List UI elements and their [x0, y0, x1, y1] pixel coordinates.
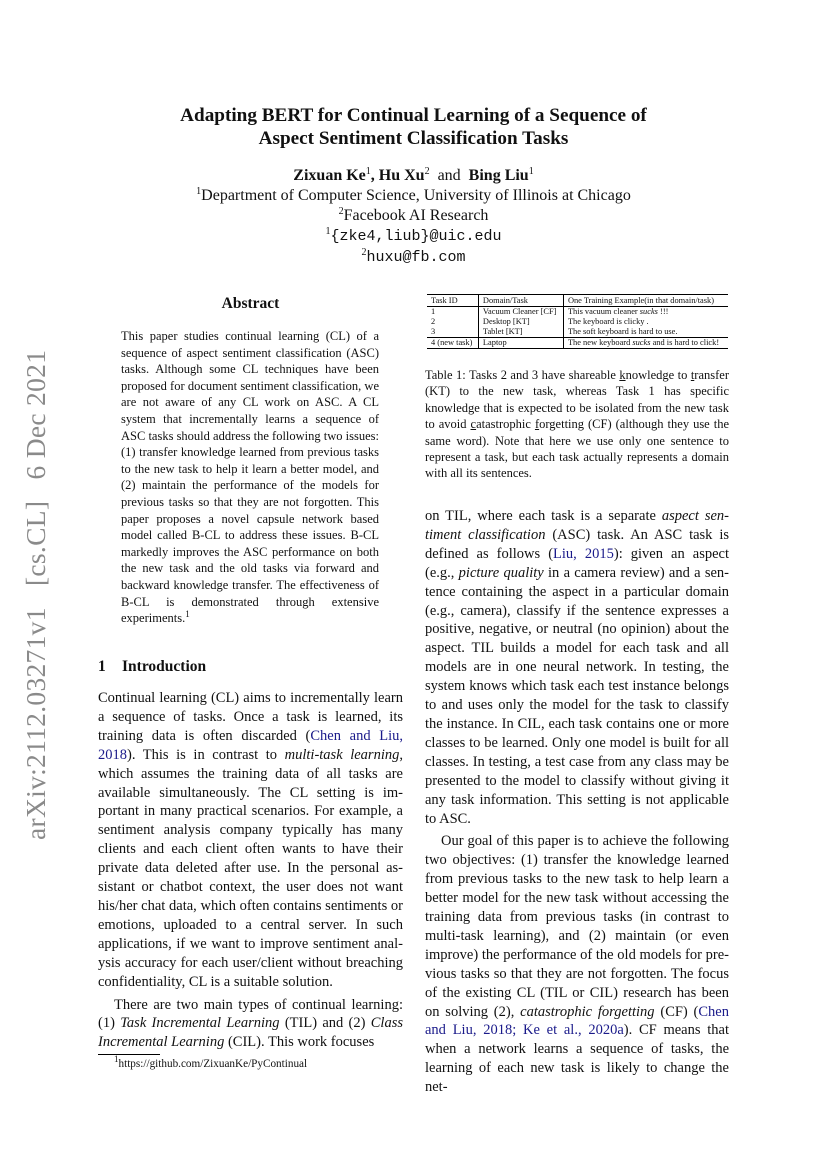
table-1 — [427, 294, 728, 349]
emphasis: catastrophic forgetting — [520, 1003, 655, 1020]
arxiv-stamp — [20, 336, 52, 840]
citation-chen-liu-ke-et-al[interactable]: Chen and Liu, 2018; Ke et al., 2020a — [425, 1003, 729, 1039]
affiliation-2-mark: 2 — [338, 206, 344, 217]
text-run: (ASC) task. An ASC task is defined as follows ( — [425, 526, 729, 562]
abstract-text: This paper studies continual learning (CL) of a sequence of aspect sentiment classification (ASC) tasks. Although some CL techniques have been proposed for document sentiment classification, we are not aware of any CL work on ASC. A CL system that incrementally learns a sequence of ASC tasks should address the following two issues: (1) transfer knowledge learned from previous tasks to the new task to help it learn a better model, and (2) maintain the performance of the models for previous tasks so that they are not forgotten. This paper proposes a novel capsule network based model called B-CL to address these issues. B-CL markedly improves the ASC performance on both the new task and the old tasks via forward and backward knowledge transfer. The effectiveness of B-CL is demonstrated through extensive experiments. — [121, 329, 379, 626]
affiliation-1-text: Department of Computer Science, University of Illinois at Chicago — [201, 187, 631, 204]
text-run: atastrophic — [476, 417, 535, 432]
affiliation-2 — [100, 206, 727, 226]
text-run: Table 1: Tasks 2 and 3 have shareable — [425, 368, 620, 382]
cell-task-id: 4 (new task) — [427, 338, 478, 349]
author-and: and — [437, 167, 461, 184]
text-run: Continual learning (CL) aims to incrementally learn a sequence of tasks. Once a task is learned, its training data is often discarded ( — [98, 690, 403, 744]
section-heading-introduction — [98, 658, 206, 676]
text-run: (TIL) and (2) — [279, 1015, 371, 1032]
emphasis: multi-task learning — [284, 746, 400, 763]
text-run: The keyboard is clicky . — [567, 317, 649, 326]
underlined-letter: t — [690, 368, 695, 382]
abstract-body — [121, 328, 379, 627]
text-run: The soft keyboard is hard to use. — [567, 327, 678, 336]
cell-task-id: 3 — [431, 327, 436, 336]
footnote-rule — [98, 1054, 160, 1055]
section-number: 1 — [98, 658, 106, 675]
table-row — [427, 317, 728, 327]
author-1-affil: 1 — [365, 166, 371, 177]
emphasis: sucks — [639, 307, 658, 316]
author-names — [100, 166, 727, 186]
text-run: (CIL). This work focuses — [224, 1034, 375, 1051]
email-2-mark: 2 — [361, 247, 367, 258]
cell-domain: Laptop — [478, 338, 563, 349]
cell-task-id: 2 — [431, 317, 436, 326]
emphasis: aspect sentiment classification — [425, 508, 729, 543]
footnote — [114, 1054, 308, 1070]
cell-domain: Desktop [KT] — [478, 317, 563, 327]
intro-paragraph-2 — [98, 996, 403, 1053]
abstract-heading: Abstract — [221, 295, 280, 312]
cell-example — [563, 338, 728, 349]
right-paragraph-2 — [425, 832, 729, 1097]
author-2: Hu Xu — [378, 167, 425, 184]
author-3-affil: 1 — [528, 166, 534, 177]
affiliation-1-mark: 1 — [196, 186, 202, 197]
cell-example — [563, 317, 728, 327]
text-run: Our goal of this paper is to achieve the following two objectives: (1) transfer the knowledge learned from previous tasks to the new task to help learn a better model for the new task without accessing the training data from previous tasks (in contrast to multi-task learning), and (2) maintain (or even improve) the performance of the old models for previous tasks so that they are not forgotten. The focus of the existing CL (TIL or CIL) research has been on solving (2), — [425, 833, 729, 1020]
header-domain: Domain/Task — [478, 295, 563, 307]
text-run: (CF) ( — [654, 1003, 699, 1020]
text-run: ). This is in contrast to — [127, 746, 285, 763]
table-header-row — [427, 295, 728, 307]
underlined-letter: k — [619, 368, 626, 382]
title-line-2: Aspect Sentiment Classification Tasks — [258, 128, 569, 149]
text-run: , which assumes the training data of all tasks are available simultaneously. The CL setting is important in many practical scenarios. For example, a sentiment analysis company typically has many clients and each client often wants to have their private data deleted after use. In the personal assistant or chatbot context, the user does not want his/her chat data, which often contains sentiments or emotions, uploaded to a central server. In such applications, if we want to improve sentiment analysis accuracy for each user/client without breaching confidentiality, CL is a suitable solution. — [98, 746, 403, 990]
intro-left-column — [98, 689, 403, 1052]
table-row — [427, 338, 728, 349]
arxiv-id: arXiv:2112.03271v1 — [20, 607, 51, 840]
author-2-affil: 2 — [424, 166, 430, 177]
text-run: !!! — [657, 307, 669, 316]
paper-title — [100, 104, 727, 150]
cell-task-id: 1 — [431, 307, 436, 316]
intro-right-column — [425, 507, 729, 1097]
text-run: There are two main types of continual learning: (1) — [98, 996, 403, 1032]
right-paragraph-1 — [425, 507, 729, 828]
author-block — [100, 166, 727, 268]
underlined-letter: c — [470, 417, 477, 432]
text-run: and is hard to click! — [650, 338, 720, 347]
author-separator: , — [370, 167, 379, 184]
text-run: orgetting (CF) (although they use the same word). Note that here we use only one sentence to represent a task, but each task actually represents a domain with all its sentences. — [425, 417, 730, 481]
author-1: Zixuan Ke — [293, 167, 366, 184]
citation-liu-2015[interactable]: Liu, 2015 — [553, 545, 614, 562]
cell-example — [563, 307, 728, 318]
header-task-id: Task ID — [427, 295, 478, 307]
email-2-text: huxu@fb.com — [366, 249, 466, 266]
section-title: Introduction — [122, 658, 207, 675]
text-run: ransfer (KT) to the new task, whereas Task 1 has specific knowledge that is expected to be isolated from the new task to avoid — [425, 368, 729, 432]
intro-paragraph-1 — [98, 689, 403, 992]
title-line-1: Adapting BERT for Continual Learning of a Sequence of — [180, 105, 647, 126]
citation-chen-liu-2018[interactable]: Chen and Liu, 2018 — [98, 727, 403, 763]
affiliation-1 — [100, 186, 727, 206]
author-3: Bing Liu — [468, 167, 529, 184]
email-1 — [100, 226, 727, 247]
email-1-mark: 1 — [325, 226, 331, 237]
text-run: The new keyboard — [567, 338, 633, 347]
emphasis: Task Incremental Learning — [120, 1015, 280, 1032]
emphasis: Class Incremental Learning — [98, 1015, 403, 1051]
emphasis: sucks — [632, 338, 651, 347]
text-run: on TIL, where each task is a separate — [425, 508, 662, 524]
text-run: nowledge to — [625, 368, 691, 382]
footnote-url[interactable]: https://github.com/ZixuanKe/PyContinual — [118, 1058, 308, 1070]
underlined-letter: f — [534, 417, 540, 432]
cell-domain: Tablet [KT] — [478, 327, 563, 338]
text-run: This vacuum cleaner — [567, 307, 640, 316]
email-1-text: {zke4,liub}@uic.edu — [330, 228, 502, 245]
cell-domain: Vacuum Cleaner [CF] — [478, 307, 563, 318]
header-example: One Training Example(in that domain/task) — [563, 295, 728, 307]
footnote-mark: 1 — [114, 1054, 119, 1064]
table-row — [427, 307, 728, 318]
affiliation-2-text: Facebook AI Research — [343, 207, 489, 224]
cell-example — [563, 327, 728, 338]
table-1-caption — [425, 367, 729, 482]
text-run: ): given an aspect (e.g., — [425, 545, 729, 581]
text-run: ). CF means that when a network learns a sequence of tasks, the learning of each new task is likely to change the net- — [425, 1022, 729, 1096]
text-run: in a camera review) and a sentence containing the aspect in a particular domain (e.g., camera), classify if the sentence expresses a positive, negative, or neutral (no opinion) about the aspect. TIL builds a model for each task and all models are in one neural network. In testing, the system knows which task each test instance belongs to and uses only the model for the task to classify the instance. In CIL, each task contains one or more classes to be learned. Only one model is built for all classes. In testing, a test case from any class may be presented to the model to classify without giving it any task information. This setting is not applicable to ASC. — [425, 564, 730, 827]
abstract-footnote-mark[interactable]: 1 — [185, 609, 190, 620]
arxiv-date: 6 Dec 2021 — [20, 349, 51, 480]
emphasis: picture quality — [458, 564, 544, 581]
table-row — [427, 327, 728, 338]
arxiv-category: [cs.CL] — [20, 500, 51, 587]
email-2 — [100, 247, 727, 268]
